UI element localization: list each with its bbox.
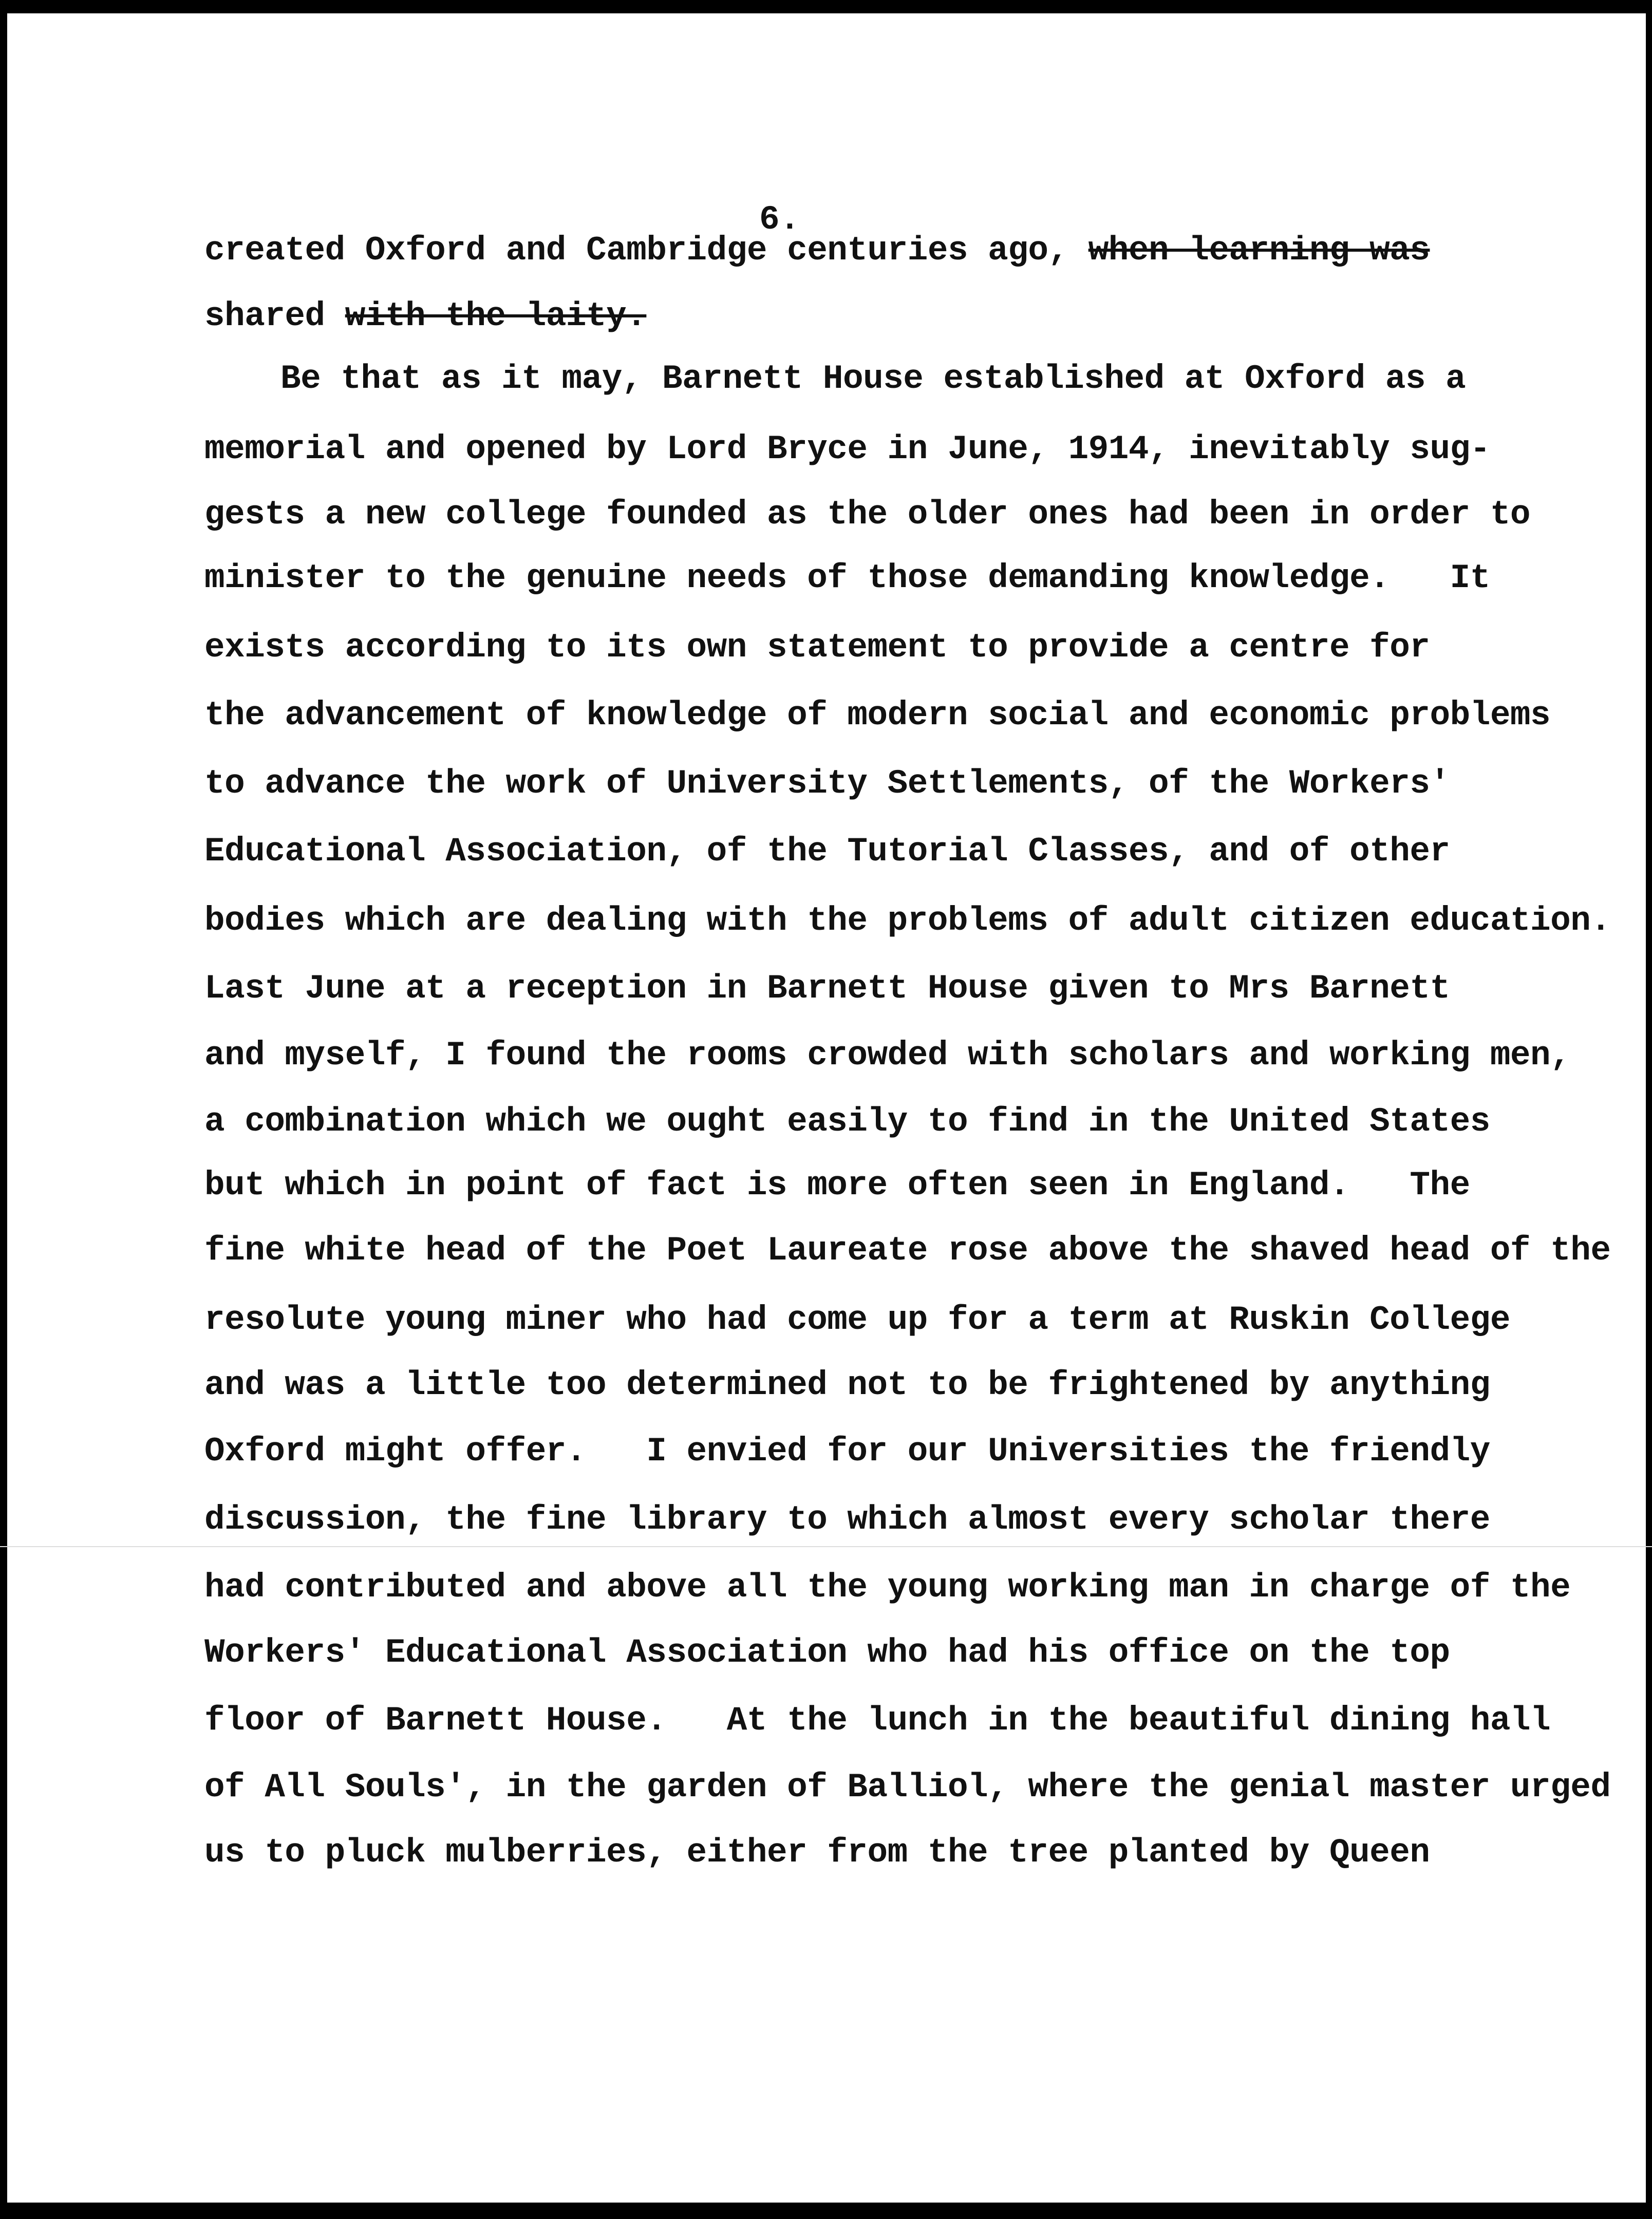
scan-border-bottom xyxy=(0,2203,1652,2219)
page-number: 6. xyxy=(759,200,800,239)
line-text: shared xyxy=(204,297,325,335)
text-line: bodies which are dealing with the problems of adult citizen education. xyxy=(204,901,1611,940)
text-line: of All Souls', in the garden of Balliol, where the genial master urged xyxy=(204,1768,1611,1807)
text-line: fine white head of the Poet Laureate rose above the shaved head of the xyxy=(204,1231,1611,1270)
scan-border-left xyxy=(0,0,7,2219)
struck-text: with the laity. xyxy=(345,297,647,335)
text-line: Workers' Educational Association who had his office on the top xyxy=(204,1633,1450,1672)
scan-border-right xyxy=(1646,0,1652,2219)
struck-text: when learning was xyxy=(1088,231,1430,270)
text-line xyxy=(204,231,1430,270)
text-line: the advancement of knowledge of modern social and economic problems xyxy=(204,696,1551,735)
text-line: memorial and opened by Lord Bryce in June, 1914, inevitably sug- xyxy=(204,430,1490,468)
text-line: to advance the work of University Settlements, of the Workers' xyxy=(204,764,1450,803)
text-line: Last June at a reception in Barnett House given to Mrs Barnett xyxy=(204,969,1450,1008)
text-line: had contributed and above all the young working man in charge of the xyxy=(204,1568,1571,1607)
line-text: created Oxford and Cambridge centuries ago, xyxy=(204,231,1068,270)
text-line: a combination which we ought easily to find in the United States xyxy=(204,1102,1490,1141)
text-line: but which in point of fact is more often seen in England. The xyxy=(204,1166,1470,1205)
text-line: resolute young miner who had come up for a term at Ruskin College xyxy=(204,1301,1510,1339)
text-line: Oxford might offer. I envied for our Universities the friendly xyxy=(204,1432,1490,1471)
text-line: and myself, I found the rooms crowded with scholars and working men, xyxy=(204,1036,1571,1075)
text-line: minister to the genuine needs of those demanding knowledge. It xyxy=(204,559,1490,597)
page-fold-line xyxy=(0,1546,1652,1547)
text-line: exists according to its own statement to provide a centre for xyxy=(204,628,1430,667)
text-line: floor of Barnett House. At the lunch in the beautiful dining hall xyxy=(204,1701,1551,1740)
paragraph-first-line: Be that as it may, Barnett House established at Oxford as a xyxy=(280,360,1466,398)
text-line: and was a little too determined not to be frightened by anything xyxy=(204,1366,1490,1404)
text-line: Educational Association, of the Tutorial Classes, and of other xyxy=(204,832,1450,871)
text-line: us to pluck mulberries, either from the tree planted by Queen xyxy=(204,1833,1430,1872)
text-line: gests a new college founded as the older ones had been in order to xyxy=(204,495,1531,534)
text-line xyxy=(204,297,646,335)
text-line: discussion, the fine library to which almost every scholar there xyxy=(204,1500,1490,1539)
scan-border-top xyxy=(0,0,1652,13)
